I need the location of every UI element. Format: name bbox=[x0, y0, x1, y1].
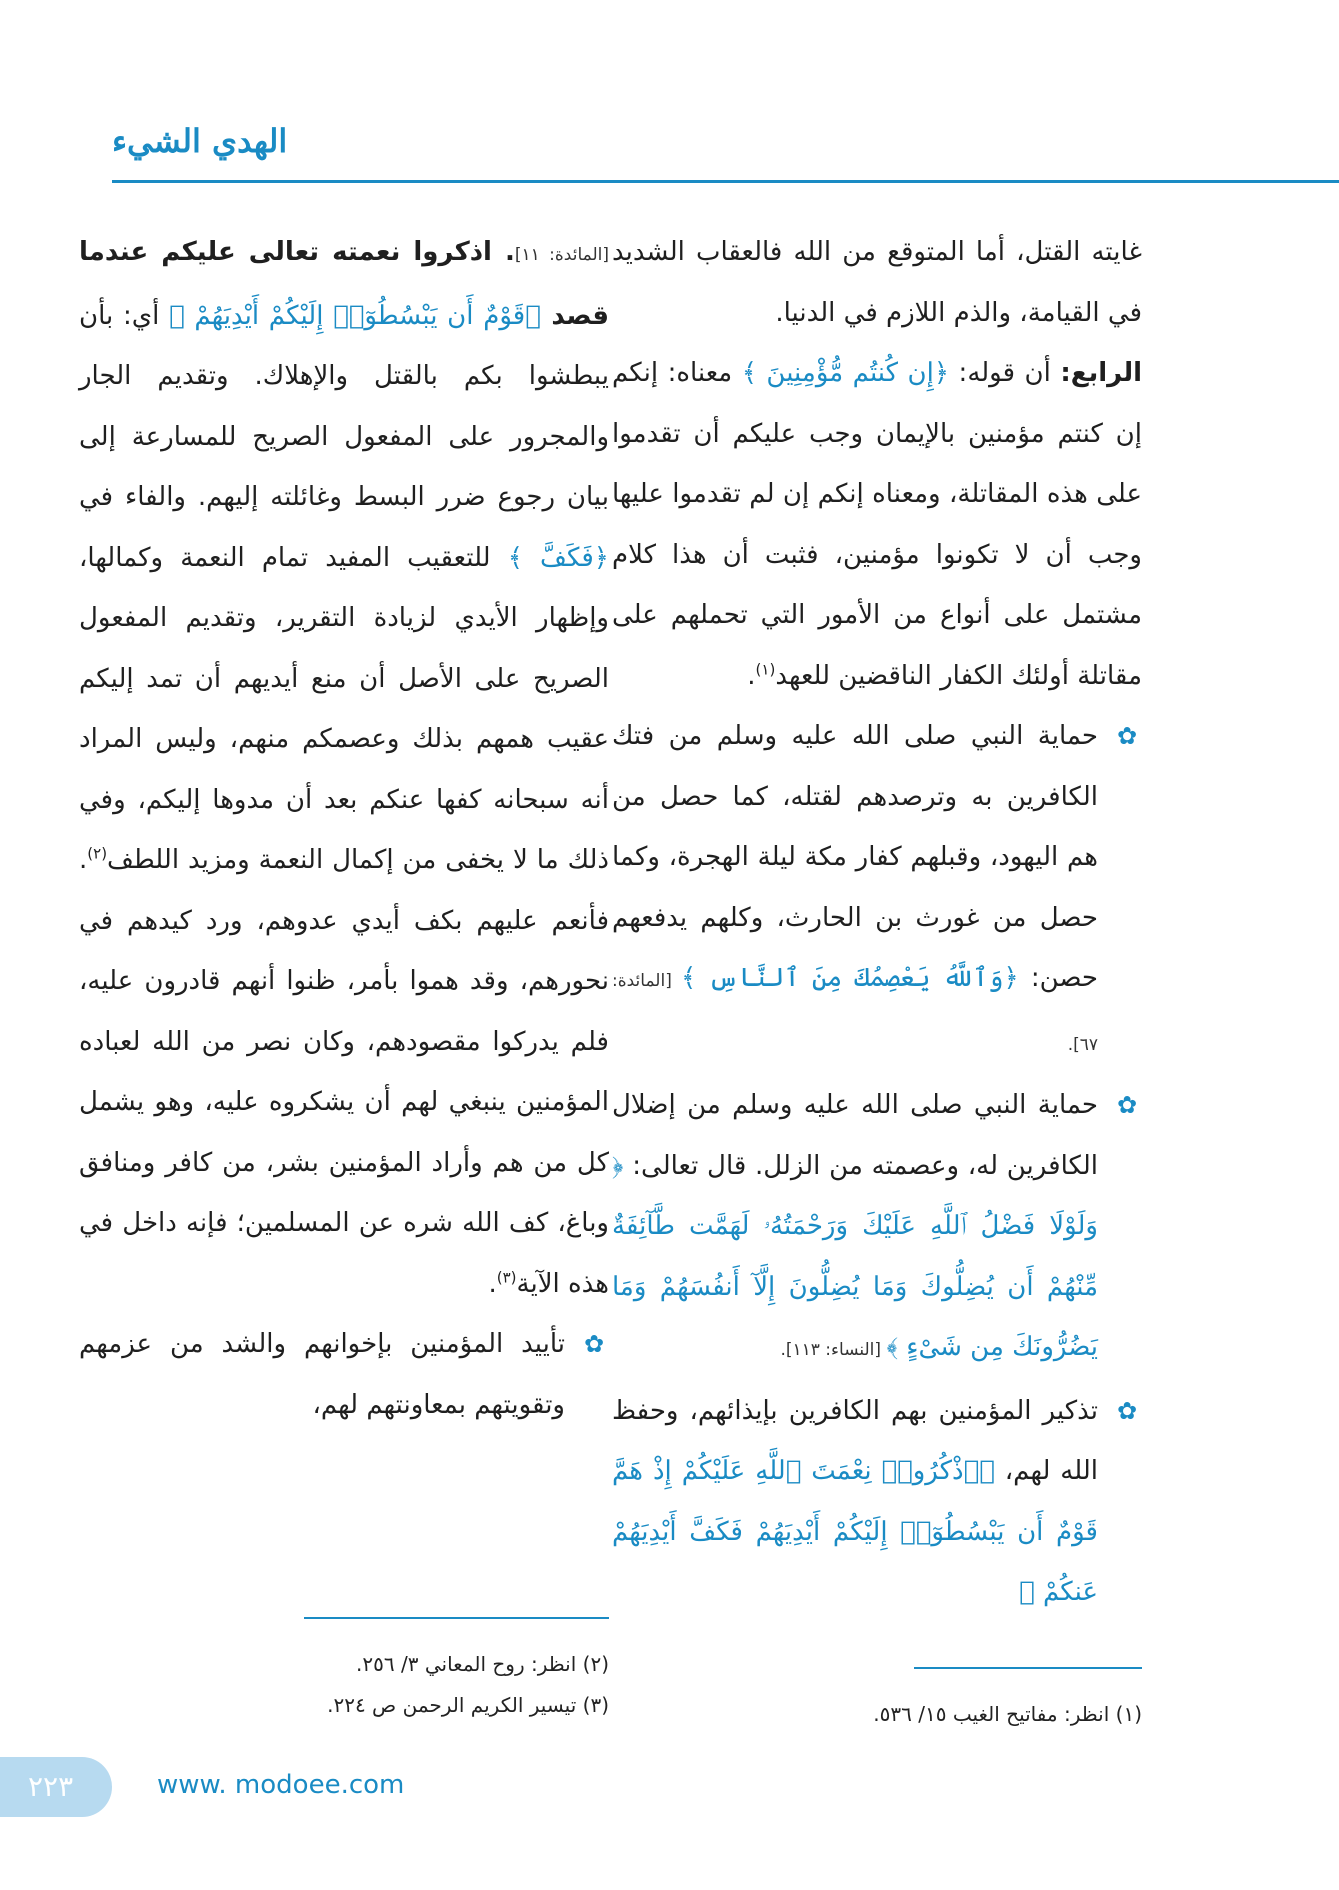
text: . فأنعم عليهم بكف أيدي عدوهم، ورد كيدهم في نحورهم، وقد هموا بأمر، ظنوا أنهم قادرون عليه، فلم يدركوا مقصودهم، وكان نصر من الله لعباده المؤمنين ينبغي لهم أن يشكروه عليه، وهو يشمل كل من هم وأراد المؤمنين بشر، من كافر ومنافق وباغ، كف الله شره عن المسلمين؛ فإنه داخل في هذه الآية bbox=[79, 845, 609, 1299]
text: للتعقيب المفيد تمام النعمة وكمالها، وإظهار الأيدي لزيادة التقرير، وتقديم المفعول الصريح على الأصل أن منع أيديهم أن تمد إليكم عقيب همهم بذلك وعصمكم منهم، وليس المراد أنه سبحانه كفها عنكم بعد أن مدوها إليكم، وفي ذلك ما لا يخفى من إكمال النعمة ومزيد اللطف bbox=[79, 542, 609, 875]
text: أي: بأن يبطشوا بكم بالقتل والإهلاك. وتقديم الجار والمجرور على المفعول الصريح للمسارعة إلى بيان رجوع ضرر البسط وغائلته إليهم. والفاء في bbox=[79, 300, 609, 512]
footnote: (١) انظر: مفاتيح الغيب ١٥/ ٥٣٦. bbox=[873, 1702, 1142, 1726]
footnote-marker[interactable]: (٢) bbox=[87, 844, 108, 863]
verse-reference: [المائدة: bbox=[612, 971, 682, 991]
left-column bbox=[79, 222, 609, 1435]
page-number: ٢٢٣ bbox=[28, 1770, 74, 1803]
paragraph bbox=[79, 222, 609, 1314]
right-column bbox=[612, 222, 1142, 1623]
text: . bbox=[488, 1268, 497, 1299]
paragraph bbox=[612, 343, 1142, 706]
website-link[interactable]: www. modoee.com bbox=[157, 1770, 405, 1800]
running-header-title: الهدي الشيء bbox=[112, 122, 288, 160]
bullet-item bbox=[79, 1314, 609, 1435]
bullet-item bbox=[612, 1381, 1142, 1623]
quran-verse: ﴿قَوْمٌ أَن يَبْسُطُوٓا۟ إِلَيْكُمْ أَيْدِيَهُمْ ﴾ bbox=[169, 300, 541, 331]
text: . اذكروا نعمته تعالى عليكم عندما قصد bbox=[79, 237, 609, 331]
footnote: (٣) تيسير الكريم الرحمن ص ٢٢٤. bbox=[327, 1693, 609, 1717]
verse-reference: [المائدة: ١١] bbox=[514, 245, 609, 265]
flower-bullet-icon: ✿ bbox=[583, 1330, 605, 1358]
text: حماية النبي صلى الله عليه وسلم من إضلال الكافرين له، وعصمته من الزلل. قال تعالى: bbox=[612, 1090, 1098, 1181]
paragraph: غايته القتل، أما المتوقع من الله فالعقاب الشديد في القيامة، والذم اللازم في الدنيا. bbox=[612, 237, 1142, 328]
text: . bbox=[747, 660, 756, 691]
footnote-marker[interactable]: (٣) bbox=[496, 1267, 517, 1286]
text: أن قوله: bbox=[949, 358, 1061, 388]
text: معناه: إنكم إن كنتم مؤمنين بالإيمان وجب عليكم أن تقدموا على هذه المقاتلة، ومعناه إنكم إن لم تقدموا عليها وجب أن لا تكونوا مؤمنين، فثبت أن هذا كلام مشتمل على أنواع من الأمور التي تحملهم على مقاتلة أولئك الكفار الناقضين للعهد bbox=[612, 358, 1142, 691]
verse-reference: ٦٧]. bbox=[1067, 1034, 1098, 1055]
flower-bullet-icon: ✿ bbox=[1116, 1091, 1138, 1119]
verse-reference: [النساء: ١١٣]. bbox=[780, 1340, 887, 1360]
quran-verse: ﴿فَكَفَّ ﴾ bbox=[507, 542, 609, 573]
bullet-item bbox=[612, 1075, 1142, 1381]
header-rule bbox=[112, 180, 1339, 183]
quran-verse: ﴿وَٱللَّهُ يَعْصِمُكَ مِنَ ٱلنَّاسِ ﴾ bbox=[681, 963, 1019, 993]
quran-verse: ﴿ وَلَوْلَا فَضْلُ ٱللَّهِ عَلَيْكَ وَرَحْمَتُهُۥ لَهَمَّت طَّآئِفَةٌ مِّنْهُمْ أَن يُضِلُّوكَ وَمَا يُضِلُّونَ إِلَّآ أَنفُسَهُمْ وَمَا يَضُرُّونَكَ مِن شَىْءٍ ﴾ bbox=[612, 1150, 1098, 1362]
text: تأييد المؤمنين بإخوانهم والشد من عزمهم وتقويتهم بمعاونتهم لهم، bbox=[79, 1329, 565, 1420]
quran-verse: ﴿إِن كُنتُم مُّؤْمِنِينَ ﴾ bbox=[741, 358, 950, 388]
footnote-rule bbox=[914, 1667, 1142, 1669]
footnote: (٢) انظر: روح المعاني ٣/ ٢٥٦. bbox=[356, 1652, 609, 1676]
flower-bullet-icon: ✿ bbox=[1116, 1396, 1138, 1425]
text: حماية النبي صلى الله عليه وسلم من فتك الكافرين به وترصدهم لقتله، كما حصل من هم اليهود، وقبلهم كفار مكة ليلة الهجرة، وكما حصل من غورث بن الحارث، وكلهم يدفعهم حصن: bbox=[612, 721, 1099, 993]
paragraph-lead: الرابع: bbox=[1060, 358, 1142, 388]
footnote-marker[interactable]: (١) bbox=[755, 659, 776, 678]
footnote-rule bbox=[304, 1617, 609, 1619]
quran-verse: ﴿ٱذْكُرُوا۟ نِعْمَتَ ٱللَّهِ عَلَيْكُمْ إِذْ هَمَّ قَوْمٌ أَن يَبْسُطُوٓا۟ إِلَيْكُمْ أَيْدِيَهُمْ فَكَفَّ أَيْدِيَهُمْ عَنكُمْ ﴾ bbox=[612, 1456, 1098, 1607]
text: تذكير المؤمنين بهم الكافرين بإيذائهم، وحفظ الله لهم، bbox=[612, 1395, 1098, 1486]
flower-bullet-icon: ✿ bbox=[1116, 722, 1138, 750]
bullet-item bbox=[612, 706, 1142, 1075]
